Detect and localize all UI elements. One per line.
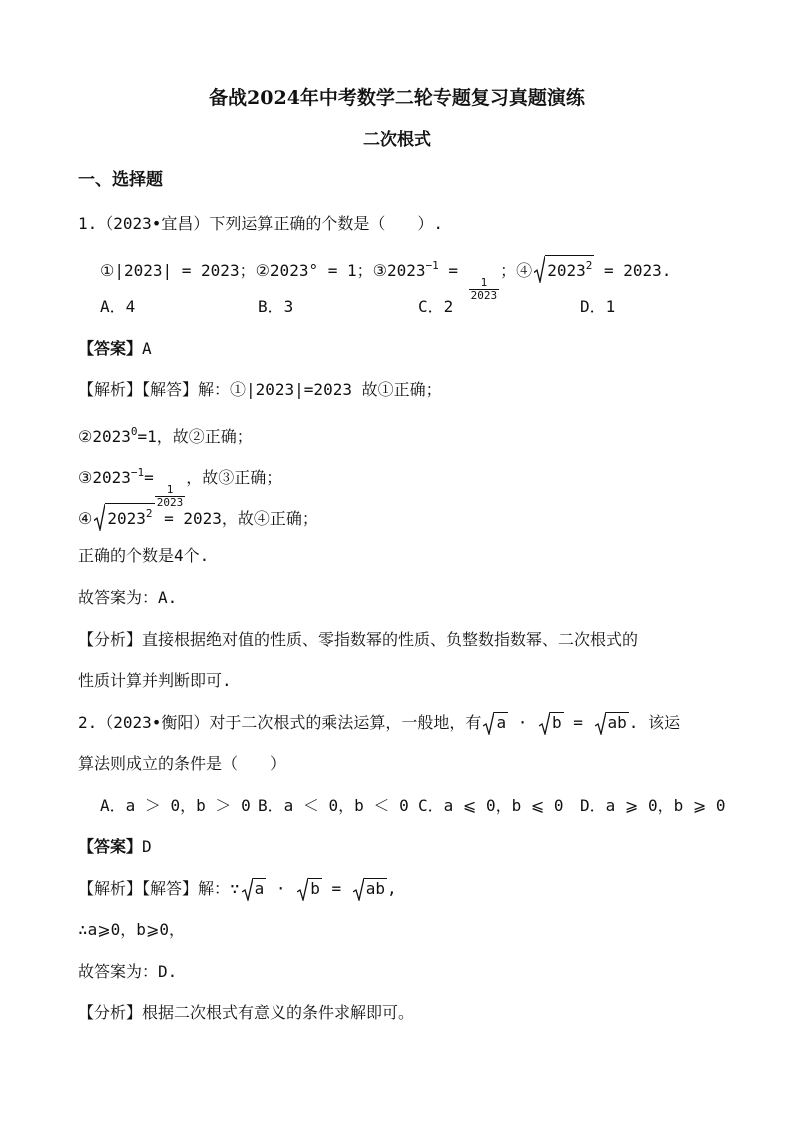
q2-sqrt-a	[483, 711, 508, 735]
radicand: ab	[607, 713, 627, 732]
q1-choice-d[interactable]: D．1	[580, 297, 616, 316]
q1-answer	[78, 337, 152, 361]
answer-value: D	[142, 837, 152, 856]
q1-choice-a[interactable]: A．4	[100, 297, 136, 316]
analysis-equals: =	[144, 468, 154, 487]
q1-item3-base: ③2023	[372, 261, 426, 280]
radicand: ab	[365, 879, 385, 898]
q1-choice-b[interactable]: B．3	[258, 297, 294, 316]
radical-sign-icon	[94, 503, 105, 531]
q1-item4-result: = 2023.	[594, 261, 672, 280]
q2-stem-tail: . 该运	[628, 713, 681, 732]
analysis-base: ②2023	[78, 427, 131, 446]
radical-sign-icon	[595, 711, 606, 735]
radical-sign-icon	[539, 711, 550, 735]
q1-choices	[0, 295, 794, 319]
radicand: 2023	[547, 261, 586, 280]
q2-comment: 【分析】根据二次根式有意义的条件求解即可。	[78, 1003, 415, 1022]
analysis-exponent: −1	[130, 466, 145, 479]
analysis-marker: ④	[78, 509, 93, 528]
q2-stem	[78, 711, 680, 735]
multiply-dot: ·	[266, 879, 296, 898]
q1-analysis-6: 故答案为：A.	[78, 588, 178, 607]
q1-analysis-1: 【解析】【解答】解：①|2023|=2023 故①正确；	[78, 380, 442, 399]
q1-comment-1: 【分析】直接根据绝对值的性质、零指数幂的性质、负整数指数幂、二次根式的	[78, 630, 639, 649]
q1-analysis-3	[78, 461, 282, 509]
radical-sign-icon	[242, 877, 253, 901]
analysis-sqrt	[94, 503, 154, 531]
q2-choice-a[interactable]: A．a ＞ 0，b ＞ 0	[100, 796, 251, 815]
q2-sqrt-b	[539, 711, 564, 735]
section-heading: 一、选择题	[78, 170, 163, 190]
analysis-exponent: 0	[130, 425, 138, 438]
page-title: 备战2024年中考数学二轮专题复习真题演练	[209, 87, 585, 109]
q2-analysis-3: 故答案为：D.	[78, 962, 178, 981]
q1-item3-exponent: −1	[425, 259, 439, 272]
q1-item4-sqrt	[534, 255, 594, 283]
q1-item3-sep: ；	[500, 261, 517, 280]
q2-answer	[78, 835, 152, 859]
fraction-numerator: 1	[166, 483, 174, 496]
q2-choice-d[interactable]: D．a ⩾ 0，b ⩾ 0	[580, 796, 726, 815]
analysis-base: ③2023	[78, 468, 131, 487]
multiply-dot: ·	[508, 713, 537, 732]
q2-stem-text: 2.（2023•衡阳）对于二次根式的乘法运算，一般地，有	[78, 713, 482, 732]
fraction-denominator: 2023	[156, 496, 184, 509]
page-subtitle: 二次根式	[363, 130, 431, 150]
q2-sqrt-ab	[595, 711, 629, 735]
fraction-denominator: 2023	[470, 289, 498, 302]
q1-choice-c[interactable]: C．2	[418, 297, 454, 316]
fraction-numerator: 1	[480, 276, 488, 289]
analysis-text: ,	[387, 879, 397, 898]
q2-analysis-2: ∴a⩾0，b⩾0，	[78, 920, 185, 939]
equals: =	[321, 879, 351, 898]
radicand: 2023	[107, 509, 146, 528]
answer-label: 【答案】	[78, 339, 143, 358]
q1-analysis-2	[78, 420, 253, 449]
analysis-text: ，故③正确；	[186, 468, 283, 487]
q2-analysis-1	[78, 877, 397, 901]
analysis-text: = 2023，故④正确；	[154, 509, 318, 528]
radicand-exponent: 2	[145, 507, 153, 520]
answer-value: A	[142, 339, 152, 358]
radicand: a	[254, 879, 265, 898]
radical-sign-icon	[297, 877, 308, 901]
q1-analysis-5: 正确的个数是4个.	[78, 546, 210, 565]
radicand: b	[310, 879, 320, 898]
q2-choice-b[interactable]: B．a ＜ 0，b ＜ 0	[258, 796, 409, 815]
q1-item1: ①|2023| = 2023；	[100, 261, 256, 280]
q1-comment-2: 性质计算并判断即可.	[78, 671, 232, 690]
q2-choice-c[interactable]: C．a ⩽ 0，b ⩽ 0	[418, 796, 564, 815]
q2-stem-2: 算法则成立的条件是（ ）	[78, 754, 287, 773]
analysis-sqrt-a	[242, 877, 267, 901]
equals: =	[563, 713, 593, 732]
q1-analysis-4	[78, 503, 318, 531]
analysis-sqrt-b	[297, 877, 322, 901]
q1-item4-marker: ④	[516, 261, 533, 280]
answer-label: 【答案】	[78, 837, 143, 856]
q1-item2: ②2023° = 1；	[255, 261, 373, 280]
radical-sign-icon	[534, 255, 545, 283]
q1-stem: 1.（2023•宜昌）下列运算正确的个数是（ ）.	[78, 214, 444, 233]
analysis-text: =1，故②正确；	[137, 427, 253, 446]
radical-sign-icon	[483, 711, 494, 735]
radicand: b	[551, 713, 562, 732]
q2-choices	[0, 794, 794, 818]
radical-sign-icon	[353, 877, 364, 901]
q1-item3-equals: =	[438, 261, 468, 280]
analysis-sqrt-ab	[353, 877, 387, 901]
radicand: a	[496, 713, 507, 732]
radicand-exponent: 2	[585, 259, 593, 272]
analysis-text: 【解析】【解答】解：∵	[78, 879, 240, 898]
